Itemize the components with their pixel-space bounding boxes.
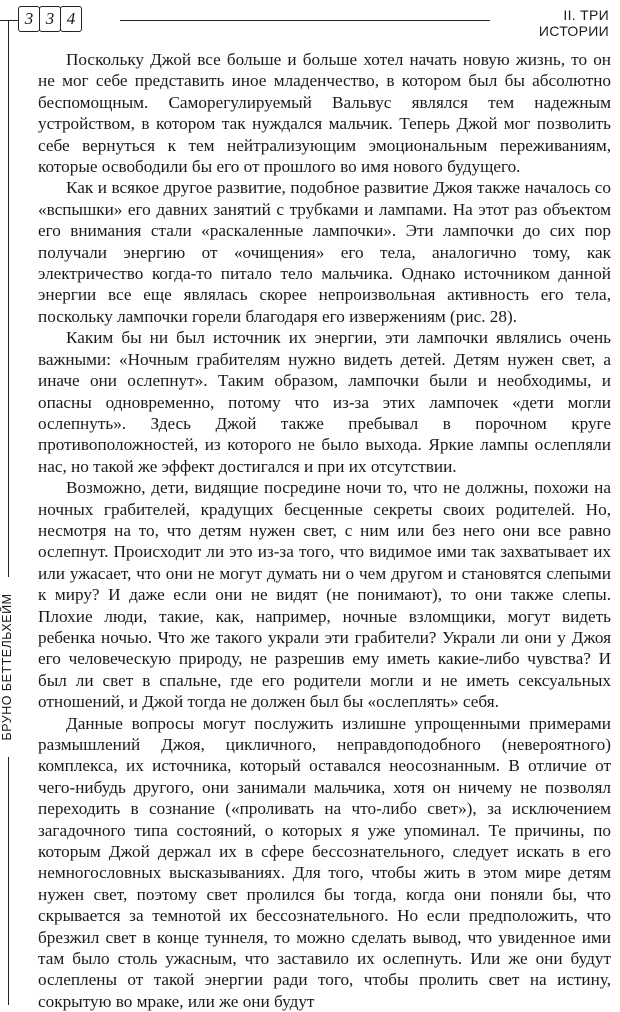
paragraph: Каким бы ни был источник их энергии, эти лампочки являлись очень важными: «Ночным грабителям нужно видеть детей. Детям нужен свет, а иначе они ослепнут». Таким образом, лампочки были и необходимы, и опасны одновременно, потому что из-за этих лампочек «дети могли ослепнуть». Здесь Джой также пребывал в порочном круге противоположностей, из которого не было выхода. Яркие лампы ослепляли нас, но такой же эффект достигался и при их отсутствии. xyxy=(38,328,611,476)
header-rule xyxy=(120,20,490,21)
page-number-digit: 4 xyxy=(60,6,82,32)
body-text xyxy=(38,49,611,1012)
page-number xyxy=(18,6,81,32)
page-number-digit: 3 xyxy=(39,6,61,32)
paragraph: Данные вопросы могут послужить излишне упрощенными примерами размышлений Джоя, цикличного, неправдоподобного (невероятного) комплекса, их источника, который оставался неосознанным. В отличие от чего-нибудь другого, они занимали мальчика, хотя он ничему не позволял переходить в сознание («проливать на что-либо свет»), за исключением загадочного типа состояний, о которых я уже упоминал. Те причины, по которым Джой держал их в сфере бессознательного, следует искать в его немногословных высказываниях. Для того, чтобы жить в этом мире детям нужен свет, поэтому свет пролился бы тогда, когда они поняли бы, что скрывается за темнотой их бессознательного. Но если предположить, что брезжил свет в конце туннеля, то можно сделать вывод, что увиденное ими там было столь ужасным, что заставило их ослепнуть. Или же они будут ослеплены от такой энергии ради того, чтобы пролить свет на истину, сокрытую во мраке, или же они будут xyxy=(38,713,611,1011)
sidebar-rule xyxy=(8,20,9,1005)
page-number-digit: 3 xyxy=(18,6,40,32)
paragraph: Как и всякое другое развитие, подобное развитие Джоя также началось со «вспышки» его давних занятий с трубками и лампами. На этот раз объектом его внимания стали «раскаленные лампочки». Эти лампочки до сих пор получали энергию от «очищения» его тела, аналогично тому, как электричество когда-то питало тело мальчика. Однако источником данной энергии все еще являлась скорее непроизвольная активность его тела, поскольку лампочки горели благодаря его извержениям (рис. 28). xyxy=(38,178,611,326)
sidebar-author: БРУНО БЕТТЕЛЬХЕЙМ xyxy=(0,577,14,757)
running-title: II. ТРИ ИСТОРИИ xyxy=(538,7,609,39)
page-header xyxy=(0,0,620,40)
paragraph: Возможно, дети, видящие посредине ночи то, что не должны, похожи на ночных грабителей, крадущих бесценные секреты своих родителей. Но, несмотря на то, что детям нужен свет, с ним или без него они все равно ослепнут. Происходит ли это из-за того, что видимое ими так захватывает их или ужасает, что они не могут думать ни о чем другом и становятся слепыми к миру? И даже если они не видят (не понимают), то они также слепы. Плохие люди, такие, как, например, ночные взломщики, могут видеть ребенка ночью. Что же такого украли эти грабители? Украли ли они у Джоя его человеческую природу, не разрешив ему иметь какие-либо чувства? И был ли свет в спальне, где его родители могли и не иметь сексуальных отношений, и Джой тогда не должен был бы «ослеплять» себя. xyxy=(38,478,611,712)
paragraph: Поскольку Джой все больше и больше хотел начать новую жизнь, то он не мог себе представить иное младенчество, в котором был бы абсолютно беспомощным. Саморегулируемый Вальвус являлся тем надежным устройством, в котором так нуждался мальчик. Теперь Джой мог позволить себе вернуться к тем нейтрализующим эмоциональным переживаниям, которые освободили бы его от прошлого во имя нового будущего. xyxy=(38,50,611,177)
